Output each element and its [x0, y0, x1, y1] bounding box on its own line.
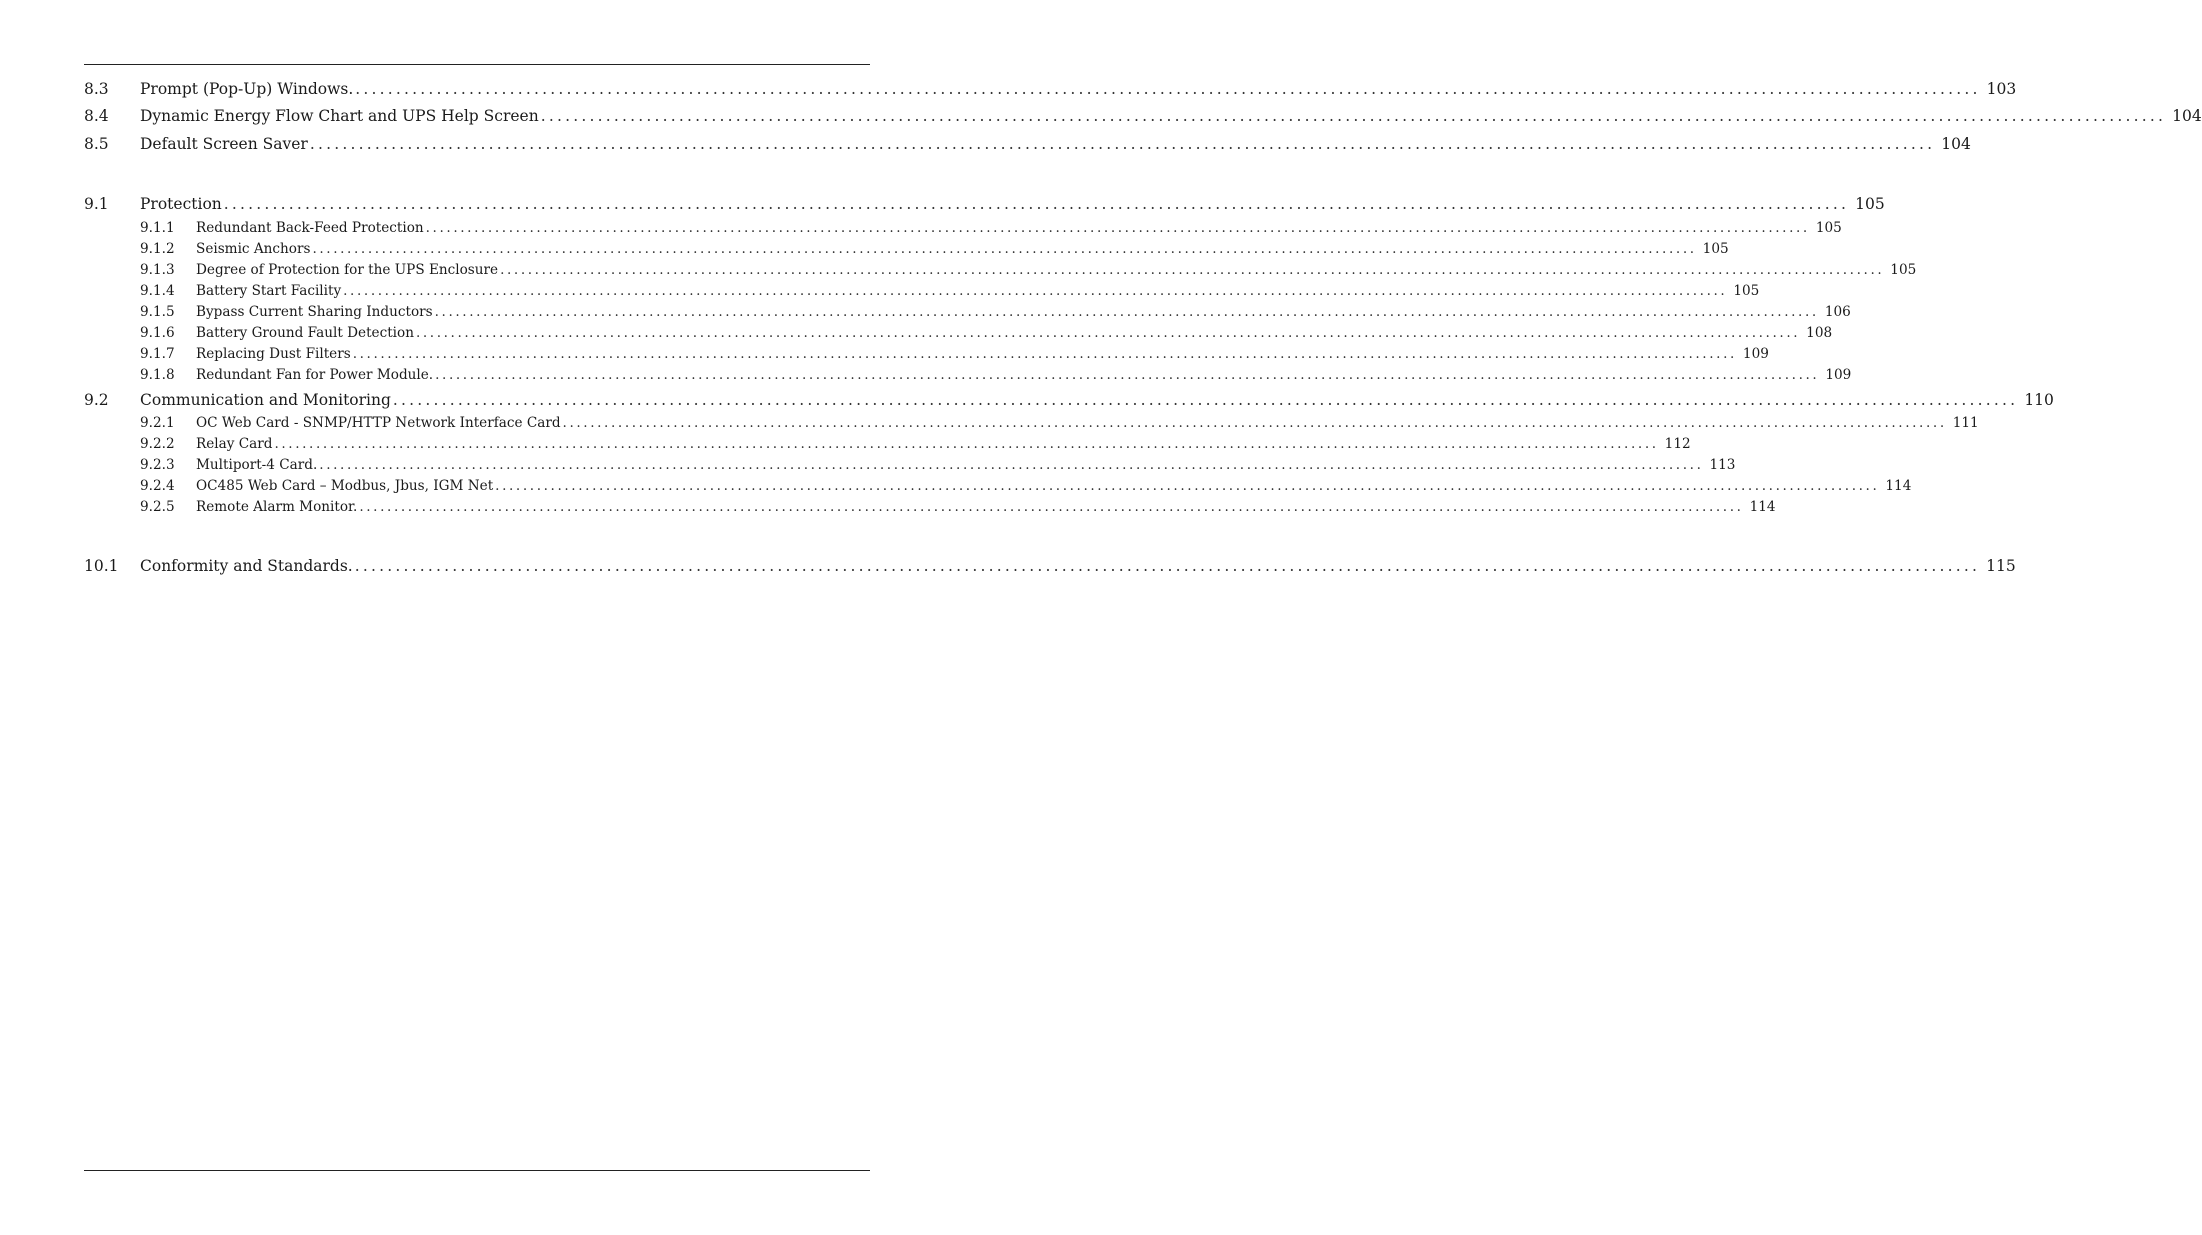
toc-entry-page: 114	[1749, 499, 1776, 515]
leader-dots: ........................................................................................................................................................................................................	[223, 195, 1850, 213]
toc-entry[interactable]	[84, 193, 1885, 215]
toc-entry-title: Seismic Anchors	[196, 241, 311, 257]
toc-entry-title: Degree of Protection for the UPS Enclosure	[196, 262, 499, 278]
toc-entry-title: OC Web Card - SNMP/HTTP Network Interface Card	[196, 415, 561, 431]
leader-dots: ........................................................................................................................................................................................................	[354, 557, 1981, 575]
toc-entry-title: Battery Start Facility	[196, 283, 342, 299]
toc-subentry[interactable]	[84, 281, 1760, 301]
toc-entry-page: 113	[1709, 457, 1736, 473]
toc-entry-page: 105	[1733, 283, 1760, 299]
toc-entry-number: 9.2.2	[140, 436, 175, 452]
toc-subentry[interactable]	[84, 239, 1729, 259]
leader-dots: ........................................................................................................................................................................................................	[359, 499, 1744, 515]
toc-entry-title: Protection	[140, 195, 222, 213]
toc-entry-page: 104	[1941, 135, 1971, 153]
toc-entry[interactable]	[84, 133, 1971, 155]
leader-dots: ........................................................................................................................................................................................................	[434, 304, 1819, 320]
toc-subentry[interactable]	[84, 260, 1917, 280]
toc-entry-title: Redundant Fan for Power Module.	[196, 367, 434, 383]
toc-entry-title: Multiport-4 Card.	[196, 457, 318, 473]
toc-entry-page: 114	[1885, 478, 1912, 494]
toc-entry-title: Replacing Dust Filters	[196, 346, 351, 362]
toc-entry-page: 110	[2024, 391, 2054, 409]
toc-entry-page: 112	[1664, 436, 1691, 452]
toc-entry-number: 9.1.6	[140, 325, 175, 341]
leader-dots: ........................................................................................................................................................................................................	[540, 107, 2167, 125]
leader-dots: ........................................................................................................................................................................................................	[392, 391, 2019, 409]
toc-subentry[interactable]	[84, 344, 1769, 364]
toc-entry-page: 109	[1742, 346, 1769, 362]
toc-entry[interactable]	[84, 78, 2017, 100]
toc-entry-title: Battery Ground Fault Detection	[196, 325, 414, 341]
toc-subentry[interactable]	[84, 365, 1852, 385]
leader-dots: ........................................................................................................................................................................................................	[425, 220, 1810, 236]
toc-entry-title: Remote Alarm Monitor.	[196, 499, 358, 515]
toc-entry-number: 9.1.2	[140, 241, 175, 257]
leader-dots: ........................................................................................................................................................................................................	[562, 415, 1947, 431]
toc-entry-title: OC485 Web Card – Modbus, Jbus, IGM Net	[196, 478, 494, 494]
toc-subentry[interactable]	[84, 323, 1833, 343]
toc-entry-number: 9.1.3	[140, 262, 175, 278]
toc-entry-number: 9.2.3	[140, 457, 175, 473]
toc-subentry[interactable]	[84, 413, 1979, 433]
toc-entry[interactable]	[84, 105, 2202, 127]
toc-entry-number: 9.2	[84, 391, 109, 409]
leader-dots: ........................................................................................................................................................................................................	[274, 436, 1659, 452]
toc-entry-page: 106	[1824, 304, 1851, 320]
leader-dots: ........................................................................................................................................................................................................	[355, 80, 1981, 98]
leader-dots: ........................................................................................................................................................................................................	[500, 262, 1885, 278]
toc-entry-number: 9.1.8	[140, 367, 175, 383]
toc-subentry[interactable]	[84, 218, 1842, 238]
toc-subentry[interactable]	[84, 455, 1736, 475]
toc-entry-number: 9.2.4	[140, 478, 175, 494]
toc-entry-number: 9.1	[84, 195, 109, 213]
toc-subentry[interactable]	[84, 302, 1851, 322]
header-rule	[84, 64, 870, 65]
toc-entry-title: Conformity and Standards.	[140, 557, 353, 575]
leader-dots: ........................................................................................................................................................................................................	[415, 325, 1801, 341]
toc-entry[interactable]	[84, 555, 2016, 577]
leader-dots: ........................................................................................................................................................................................................	[495, 478, 1880, 494]
toc-entry-number: 8.5	[84, 135, 109, 153]
toc-subentry[interactable]	[84, 434, 1691, 454]
toc-entry-title: Default Screen Saver	[140, 135, 308, 153]
toc-entry-number: 8.3	[84, 80, 109, 98]
toc-entry-number: 10.1	[84, 557, 119, 575]
toc-entry-page: 108	[1806, 325, 1833, 341]
toc-entry-title: Dynamic Energy Flow Chart and UPS Help Screen	[140, 107, 539, 125]
toc-entry-number: 9.1.4	[140, 283, 175, 299]
toc-subentry[interactable]	[84, 497, 1776, 517]
toc-entry-title: Prompt (Pop-Up) Windows.	[140, 80, 354, 98]
toc-entry-title: Bypass Current Sharing Inductors	[196, 304, 433, 320]
leader-dots: ........................................................................................................................................................................................................	[343, 283, 1728, 299]
toc-subentry[interactable]	[84, 476, 1912, 496]
toc-entry-title: Redundant Back-Feed Protection	[196, 220, 424, 236]
toc-entry-number: 9.2.5	[140, 499, 175, 515]
toc-entry-number: 9.1.7	[140, 346, 175, 362]
leader-dots: ........................................................................................................................................................................................................	[309, 135, 1936, 153]
toc-entry-page: 109	[1825, 367, 1852, 383]
toc-entry-page: 111	[1952, 415, 1979, 431]
toc-entry-number: 9.2.1	[140, 415, 175, 431]
toc-entry-title: Relay Card	[196, 436, 273, 452]
toc-entry-page: 105	[1815, 220, 1842, 236]
leader-dots: ........................................................................................................................................................................................................	[319, 457, 1704, 473]
toc-entry-title: Communication and Monitoring	[140, 391, 391, 409]
toc-entry-number: 9.1.1	[140, 220, 175, 236]
leader-dots: ........................................................................................................................................................................................................	[435, 367, 1820, 383]
toc-entry-page: 105	[1890, 262, 1917, 278]
toc-entry-page: 105	[1855, 195, 1885, 213]
toc-entry-page: 103	[1986, 80, 2017, 98]
leader-dots: ........................................................................................................................................................................................................	[352, 346, 1737, 362]
footer-rule	[84, 1170, 870, 1171]
toc-entry[interactable]	[84, 389, 2054, 411]
toc-entry-page: 104	[2172, 107, 2202, 125]
leader-dots: ........................................................................................................................................................................................................	[312, 241, 1697, 257]
toc-entry-number: 9.1.5	[140, 304, 175, 320]
toc-entry-page: 105	[1702, 241, 1729, 257]
toc-entry-number: 8.4	[84, 107, 109, 125]
toc-entry-page: 115	[1986, 557, 2016, 575]
